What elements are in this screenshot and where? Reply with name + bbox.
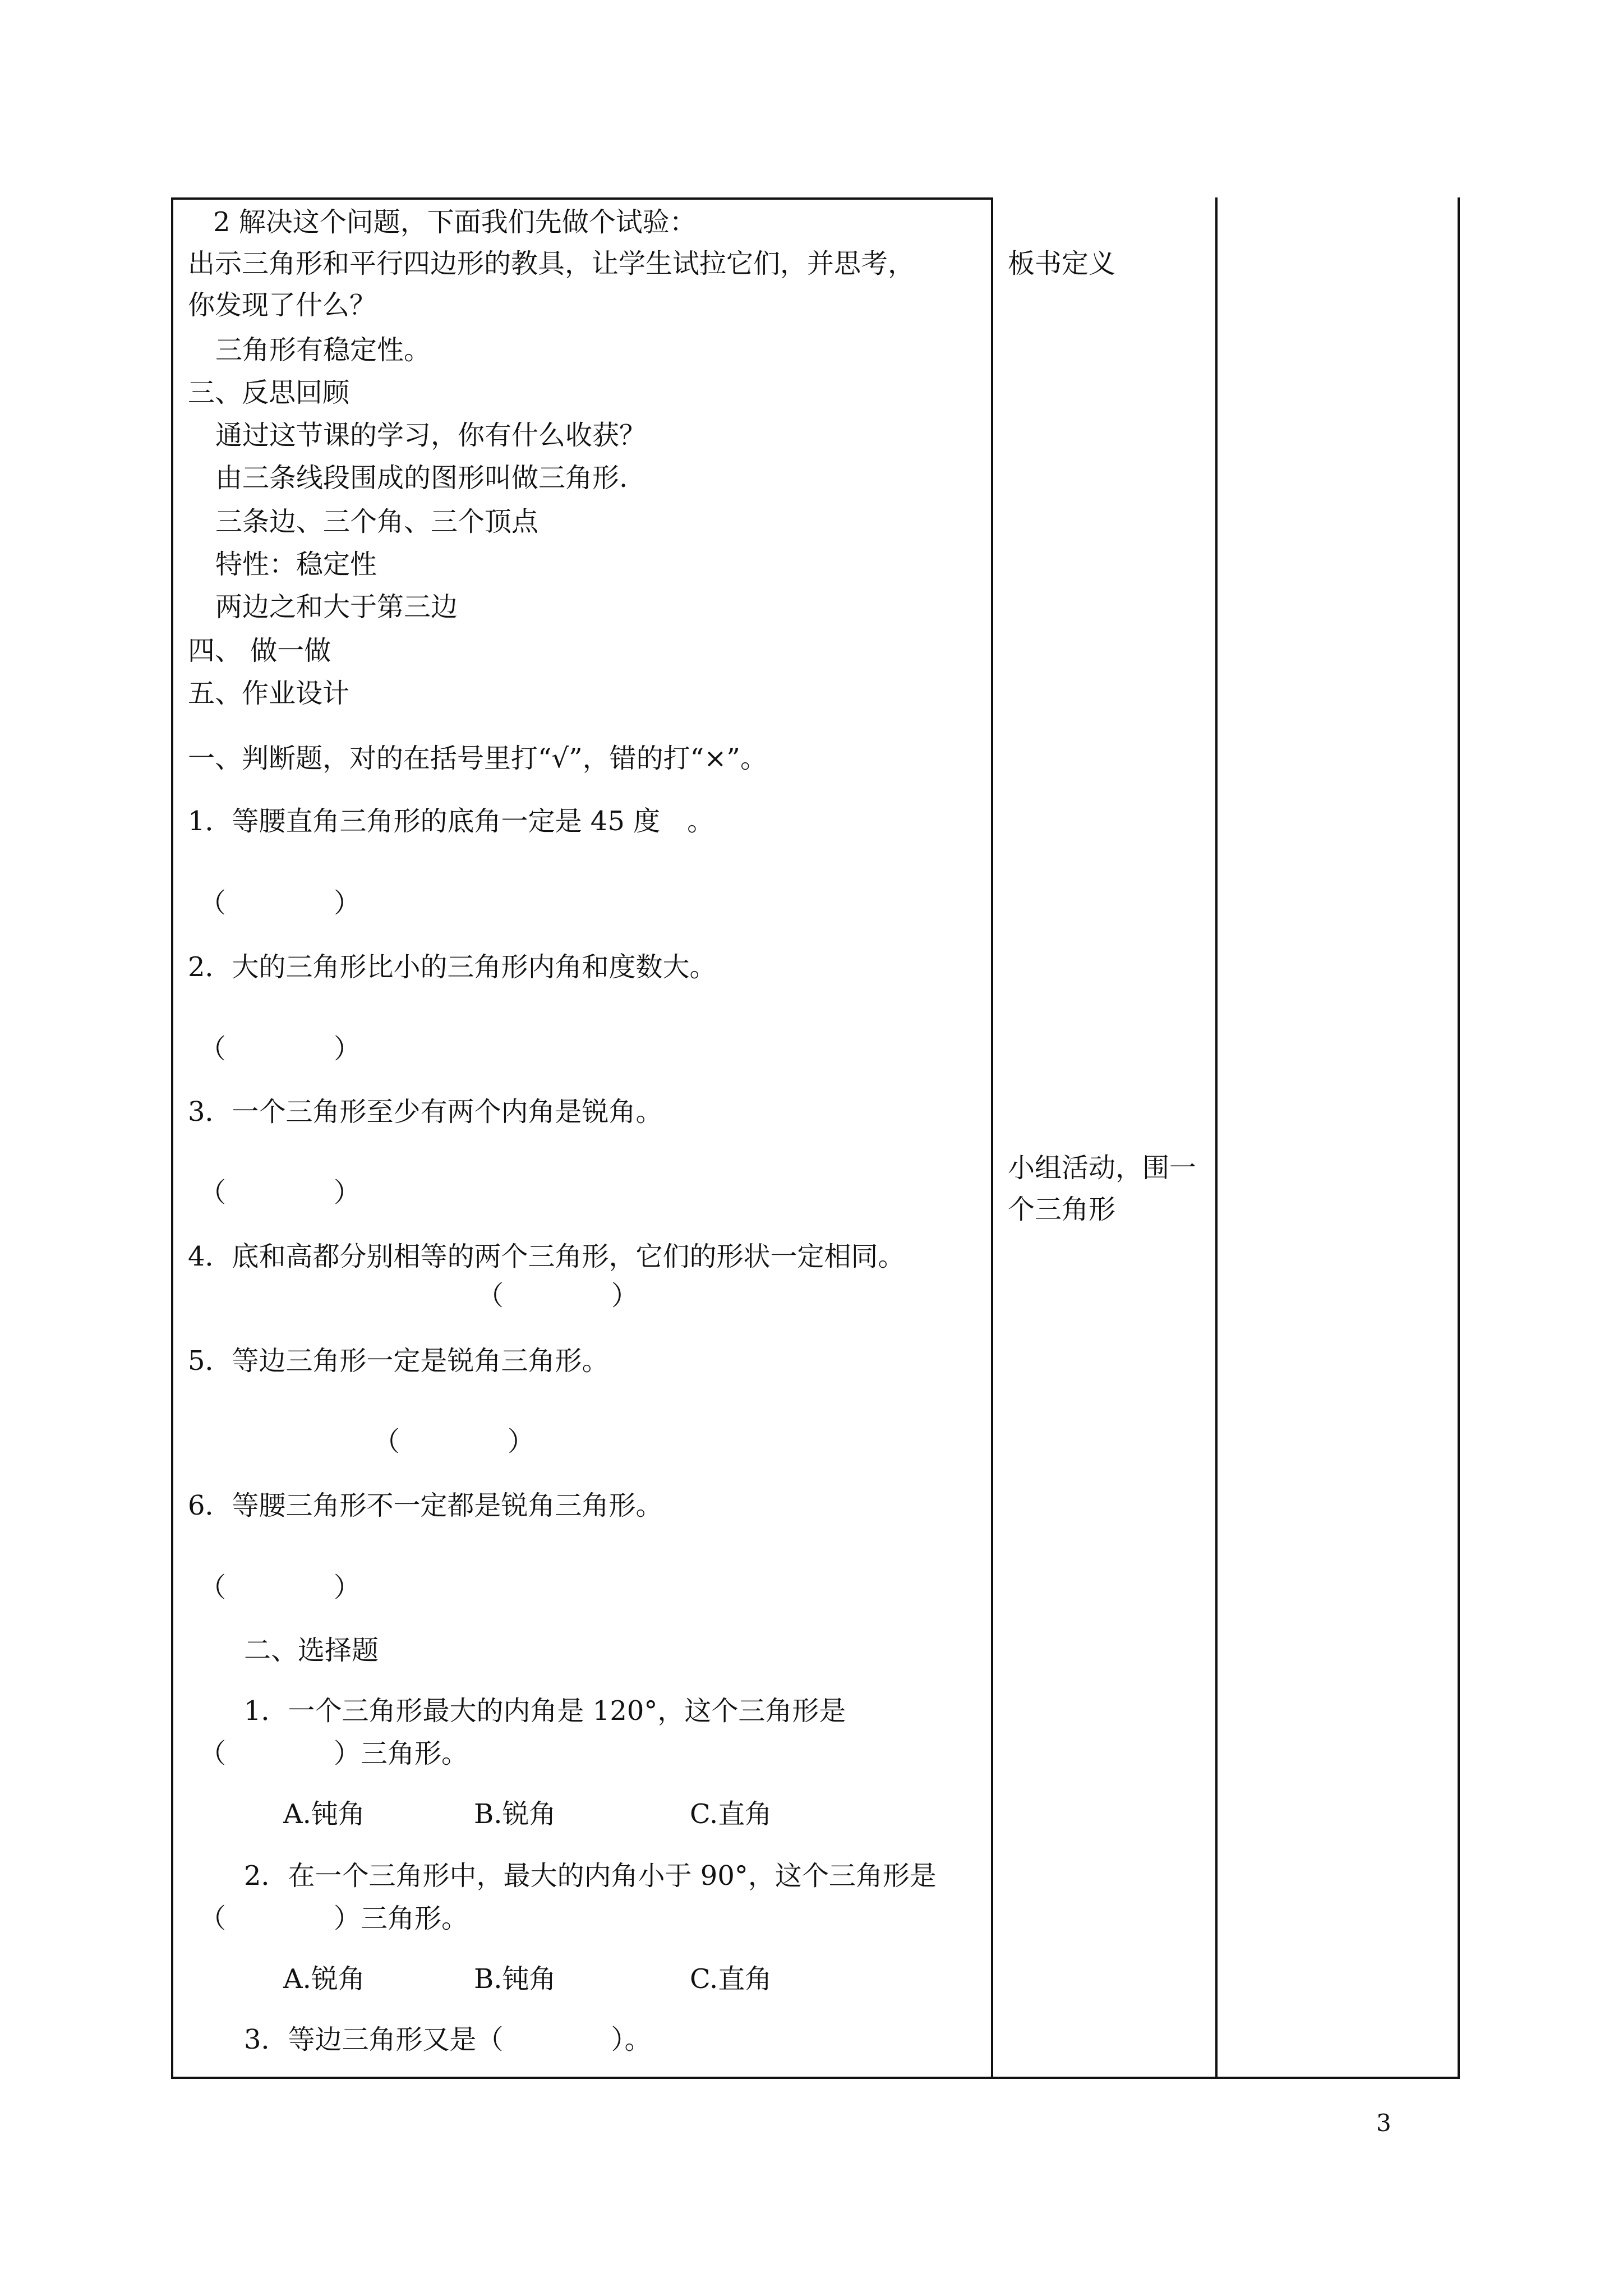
table-right-border bbox=[1458, 197, 1460, 2079]
text-line: 2 解决这个问题，下面我们先做个试验： bbox=[213, 206, 697, 238]
side-note: 小组活动，围一 bbox=[1008, 1152, 1197, 1184]
choice-question-1-cont: （ ）三角形。 bbox=[199, 1738, 469, 1769]
table-column-divider-2 bbox=[1215, 197, 1218, 2079]
question-1: 1．等腰直角三角形的底角一定是 45 度 。 bbox=[188, 806, 714, 837]
answer-paren: （ ） bbox=[373, 1426, 535, 1457]
choice-option: C.直角 bbox=[690, 1963, 772, 1995]
choice-option: B.锐角 bbox=[474, 1798, 556, 1830]
question-2: 2．大的三角形比小的三角形内角和度数大。 bbox=[188, 951, 717, 983]
section-heading: 二、选择题 bbox=[244, 1635, 379, 1666]
table-left-border bbox=[171, 197, 173, 2079]
text-line: 出示三角形和平行四边形的教具，让学生试拉它们，并思考， bbox=[188, 248, 915, 279]
question-5: 5．等边三角形一定是锐角三角形。 bbox=[188, 1345, 609, 1377]
choice-option: A.钝角 bbox=[283, 1798, 365, 1830]
choice-option: A.锐角 bbox=[283, 1963, 365, 1995]
answer-paren: （ ） bbox=[199, 1033, 361, 1065]
section-heading: 一、判断题，对的在括号里打“√”，错的打“×”。 bbox=[188, 743, 767, 774]
answer-paren: （ ） bbox=[199, 1572, 361, 1603]
answer-paren: （ ） bbox=[199, 1177, 361, 1208]
table-column-divider-1 bbox=[991, 197, 993, 2079]
section-heading: 五、作业设计 bbox=[188, 678, 350, 709]
side-note: 板书定义 bbox=[1008, 248, 1116, 279]
question-6: 6．等腰三角形不一定都是锐角三角形。 bbox=[188, 1490, 663, 1521]
choice-question-1: 1．一个三角形最大的内角是 120°，这个三角形是 bbox=[244, 1695, 846, 1727]
table-bottom-border bbox=[171, 2077, 1460, 2079]
text-line: 你发现了什么？ bbox=[188, 289, 377, 321]
answer-paren: （ ） bbox=[199, 887, 361, 919]
text-line: 由三条线段围成的图形叫做三角形. bbox=[215, 462, 628, 494]
choice-question-2-cont: （ ）三角形。 bbox=[199, 1903, 469, 1934]
text-line: 三角形有稳定性。 bbox=[215, 334, 431, 366]
choice-question-2: 2．在一个三角形中，最大的内角小于 90°，这个三角形是 bbox=[244, 1860, 937, 1892]
text-line: 通过这节课的学习，你有什么收获？ bbox=[215, 420, 647, 451]
table-top-border bbox=[171, 197, 993, 200]
section-heading: 三、反思回顾 bbox=[188, 377, 350, 408]
choice-option: B.钝角 bbox=[474, 1963, 556, 1995]
answer-paren: （ ） bbox=[477, 1280, 639, 1312]
text-line: 三条边、三个角、三个顶点 bbox=[215, 506, 539, 537]
question-3: 3．一个三角形至少有两个内角是锐角。 bbox=[188, 1096, 663, 1128]
page-number: 3 bbox=[1376, 2109, 1391, 2137]
choice-question-3: 3．等边三角形又是（ ）。 bbox=[244, 2024, 652, 2055]
text-line: 两边之和大于第三边 bbox=[215, 591, 458, 623]
text-line: 特性：稳定性 bbox=[215, 549, 377, 580]
choice-option: C.直角 bbox=[690, 1798, 772, 1830]
side-note: 个三角形 bbox=[1008, 1194, 1116, 1225]
section-heading: 四、 做一做 bbox=[188, 635, 331, 666]
question-4: 4．底和高都分别相等的两个三角形，它们的形状一定相同。 bbox=[188, 1241, 905, 1272]
